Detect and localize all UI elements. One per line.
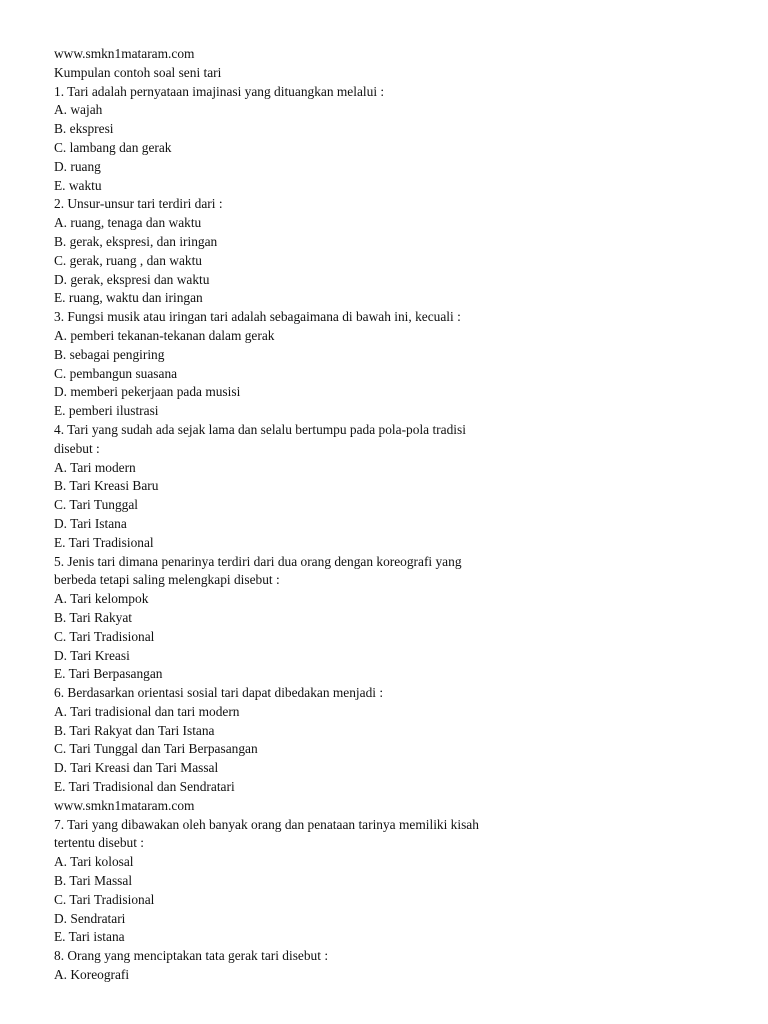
- q6-option-b: B. Tari Rakyat dan Tari Istana: [54, 722, 215, 738]
- q2-option-d: D. gerak, ekspresi dan waktu: [54, 271, 210, 287]
- q3-option-e: E. pemberi ilustrasi: [54, 403, 159, 419]
- q1-option-b: B. ekspresi: [54, 121, 114, 137]
- q2-option-c: C. gerak, ruang , dan waktu: [54, 252, 202, 268]
- q3-option-c: C. pembangun suasana: [54, 365, 178, 381]
- question-3: 3. Fungsi musik atau iringan tari adalah sebagaimana di bawah ini, kecuali :: [54, 309, 461, 325]
- q6-option-d: D. Tari Kreasi dan Tari Massal: [54, 760, 219, 776]
- q5-option-c: C. Tari Tradisional: [54, 628, 155, 644]
- q3-option-d: D. memberi pekerjaan pada musisi: [54, 384, 241, 400]
- q3-option-a: A. pemberi tekanan-tekanan dalam gerak: [54, 327, 275, 343]
- question-7-continued: tertentu disebut :: [54, 835, 144, 851]
- q2-option-e: E. ruang, waktu dan iringan: [54, 290, 203, 306]
- question-4-continued: disebut :: [54, 440, 100, 456]
- q4-option-b: B. Tari Kreasi Baru: [54, 478, 159, 494]
- q7-option-d: D. Sendratari: [54, 910, 126, 926]
- q6-option-a: A. Tari tradisional dan tari modern: [54, 703, 240, 719]
- q3-option-b: B. sebagai pengiring: [54, 346, 165, 362]
- question-8: 8. Orang yang menciptakan tata gerak tari disebut :: [54, 948, 329, 964]
- q4-option-c: C. Tari Tunggal: [54, 497, 139, 513]
- q7-option-c: C. Tari Tradisional: [54, 891, 155, 907]
- q5-option-b: B. Tari Rakyat: [54, 609, 133, 625]
- q2-option-b: B. gerak, ekspresi, dan iringan: [54, 233, 218, 249]
- q1-option-e: E. waktu: [54, 177, 102, 193]
- q4-option-e: E. Tari Tradisional: [54, 534, 154, 550]
- question-7: 7. Tari yang dibawakan oleh banyak orang dan penataan tarinya memiliki kisah: [54, 816, 479, 832]
- q4-option-d: D. Tari Istana: [54, 515, 127, 531]
- question-1: 1. Tari adalah pernyataan imajinasi yang dituangkan melalui :: [54, 83, 385, 99]
- document-title: Kumpulan contoh soal seni tari: [54, 64, 222, 80]
- q1-option-a: A. wajah: [54, 102, 103, 118]
- q1-option-d: D. ruang: [54, 158, 101, 174]
- question-6: 6. Berdasarkan orientasi sosial tari dapat dibedakan menjadi :: [54, 685, 384, 701]
- q7-option-a: A. Tari kolosal: [54, 854, 134, 870]
- question-5: 5. Jenis tari dimana penarinya terdiri dari dua orang dengan koreografi yang: [54, 553, 462, 569]
- q4-option-a: A. Tari modern: [54, 459, 136, 475]
- website-footer: www.smkn1mataram.com: [54, 797, 195, 813]
- q6-option-e: E. Tari Tradisional dan Sendratari: [54, 779, 235, 795]
- q5-option-d: D. Tari Kreasi: [54, 647, 130, 663]
- q1-option-c: C. lambang dan gerak: [54, 139, 172, 155]
- website-header: www.smkn1mataram.com: [54, 46, 195, 61]
- q7-option-e: E. Tari istana: [54, 929, 125, 945]
- question-4: 4. Tari yang sudah ada sejak lama dan selalu bertumpu pada pola-pola tradisi: [54, 421, 466, 437]
- document-page: [54, 45, 734, 985]
- q6-option-c: C. Tari Tunggal dan Tari Berpasangan: [54, 741, 258, 757]
- q5-option-a: A. Tari kelompok: [54, 591, 149, 607]
- question-2: 2. Unsur-unsur tari terdiri dari :: [54, 196, 223, 212]
- q7-option-b: B. Tari Massal: [54, 873, 133, 889]
- q8-option-a: A. Koreografi: [54, 967, 130, 983]
- q5-option-e: E. Tari Berpasangan: [54, 666, 163, 682]
- q2-option-a: A. ruang, tenaga dan waktu: [54, 215, 202, 231]
- question-5-continued: berbeda tetapi saling melengkapi disebut :: [54, 572, 280, 588]
